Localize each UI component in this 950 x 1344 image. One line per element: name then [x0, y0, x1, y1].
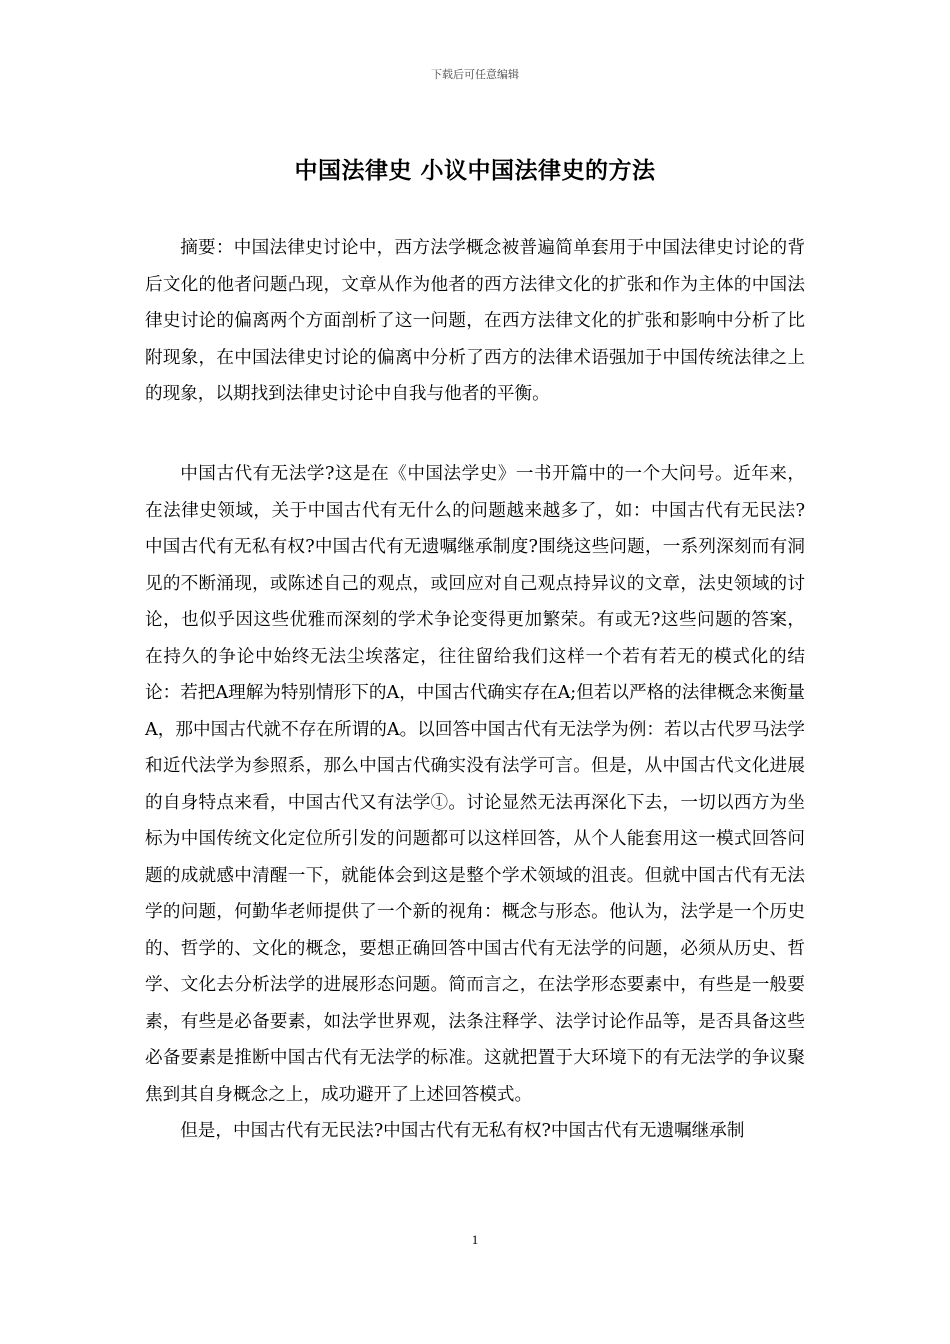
- main-body: [145, 456, 805, 1150]
- page-header-note: 下载后可任意编辑: [431, 68, 519, 81]
- abstract-paragraph: 摘要：中国法律史讨论中，西方法学概念被普遍简单套用于中国法律史讨论的背后文化的他者问题凸现，文章从作为他者的西方法律文化的扩张和作为主体的中国法律史讨论的偏离两个方面剖析了这一问题，在西方法律文化的扩张和影响中分析了比附现象，在中国法律史讨论的偏离中分析了西方的法律术语强加于中国传统法律之上的现象，以期找到法律史讨论中自我与他者的平衡。: [145, 238, 805, 404]
- page-number: 1: [471, 1232, 479, 1247]
- body-paragraph-1: 中国古代有无法学?这是在《中国法学史》一书开篇中的一个大问号。近年来，在法律史领域，关于中国古代有无什么的问题越来越多了，如：中国古代有无民法?中国古代有无私有权?中国古代有无遗嘱继承制度?围绕这些问题，一系列深刻而有洞见的不断涌现，或陈述自己的观点，或回应对自己观点持异议的文章，法史领域的讨论，也似乎因这些优雅而深刻的学术争论变得更加繁荣。有或无?这些问题的答案，在持久的争论中始终无法尘埃落定，往往留给我们这样一个若有若无的模式化的结论：若把A理解为特别情形下的A，中国古代确实存在A;但若以严格的法律概念来衡量A，那中国古代就不存在所谓的A。以回答中国古代有无法学为例：若以古代罗马法学和近代法学为参照系，那么中国古代确实没有法学可言。但是，从中国古代文化进展的自身特点来看，中国古代又有法学①。讨论显然无法再深化下去，一切以西方为坐标为中国传统文化定位所引发的问题都可以这样回答，从个人能套用这一模式回答问题的成就感中清醒一下，就能体会到这是整个学术领域的沮丧。但就中国古代有无法学的问题，何勤华老师提供了一个新的视角：概念与形态。他认为，法学是一个历史的、哲学的、文化的概念，要想正确回答中国古代有无法学的问题，必须从历史、哲学、文化去分析法学的进展形态问题。简而言之，在法学形态要素中，有些是一般要素，有些是必备要素，如法学世界观，法条注释学、法学讨论作品等，是否具备这些必备要素是推断中国古代有无法学的标准。这就把置于大环境下的有无法学的争议聚焦到其自身概念之上，成功避开了上述回答模式。: [145, 464, 805, 1105]
- abstract-section: [145, 230, 805, 413]
- document-title: 中国法律史 小议中国法律史的方法: [294, 158, 656, 184]
- body-paragraph-2: 但是，中国古代有无民法?中国古代有无私有权?中国古代有无遗嘱继承制: [180, 1121, 745, 1141]
